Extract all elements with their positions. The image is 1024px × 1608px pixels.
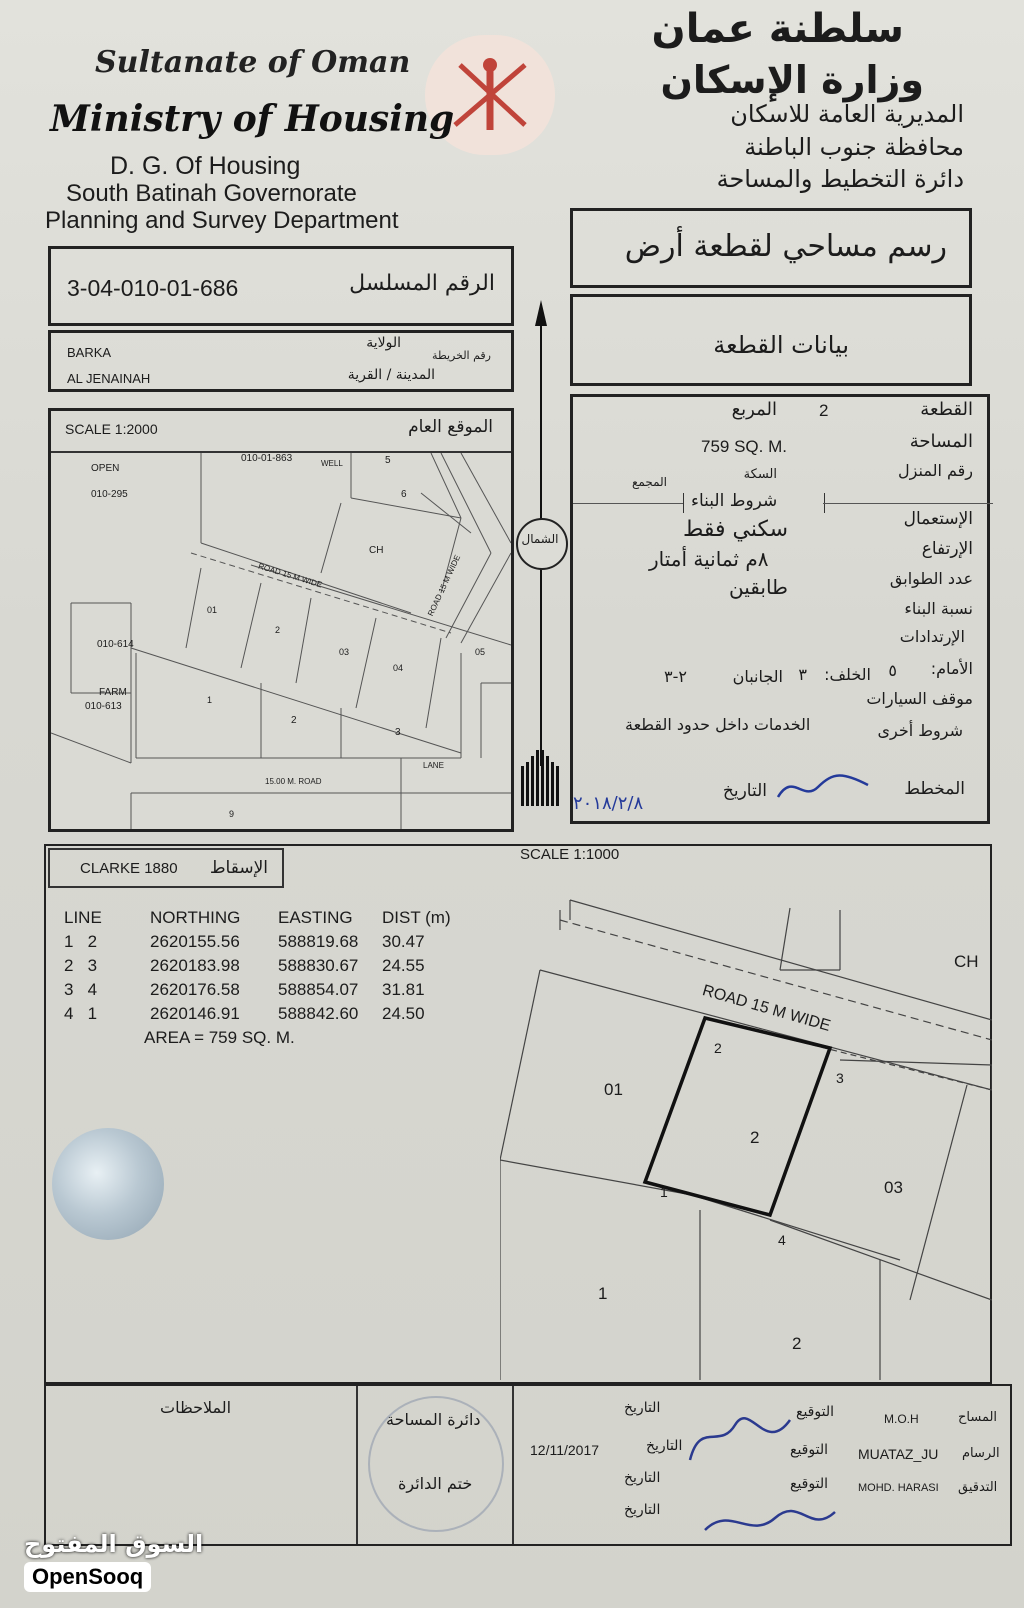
table-row xyxy=(64,932,457,956)
parcel-010-614-label: 010-614 xyxy=(97,639,134,650)
height-value: ٨م ثمانية أمتار xyxy=(649,547,769,571)
dist-cell: 24.50 xyxy=(382,1004,425,1023)
notes-label: الملاحظات xyxy=(160,1398,232,1417)
road-15m-label: ROAD 15 M WIDE xyxy=(257,561,324,590)
department-stamp-label: ختم الدائرة xyxy=(398,1474,473,1493)
hologram-seal xyxy=(52,1128,164,1240)
line-cell: 3 4 xyxy=(64,980,98,999)
document-title-box xyxy=(570,208,972,288)
serial-number-box xyxy=(48,246,514,326)
floors-label: عدد الطوابق xyxy=(889,569,973,588)
block-label: المربع xyxy=(731,399,777,420)
drafter-signature xyxy=(680,1410,800,1470)
drafter-date-label: التاريخ xyxy=(646,1438,683,1454)
plot-2-label: 2 xyxy=(275,625,281,635)
line-cell: 2 3 xyxy=(64,956,98,975)
vertex-4: 4 xyxy=(778,1232,786,1248)
surveyor-date-label: التاريخ xyxy=(624,1400,661,1416)
projection-box xyxy=(48,848,284,888)
parcel-010-01-863-label: 010-01-863 xyxy=(241,453,293,464)
opensooq-arabic: السوق المفتوح xyxy=(24,1530,204,1558)
detail-plot-01: 01 xyxy=(604,1080,623,1099)
plot-04-label: 04 xyxy=(393,663,404,673)
footer-divider xyxy=(512,1386,514,1544)
checker-signature xyxy=(700,1500,840,1544)
village-label: المدينة / القرية xyxy=(347,367,435,383)
sultanate-title: Sultanate of Oman xyxy=(95,45,411,80)
wilayat-value: BARKA xyxy=(67,345,112,360)
table-row xyxy=(64,1004,457,1028)
dist-header: DIST (m) xyxy=(382,908,451,927)
serial-number-label: الرقم المسلسل xyxy=(349,271,495,296)
detail-ch-label: CH xyxy=(954,952,979,971)
area-value: 759 SQ. M. xyxy=(701,437,787,456)
ar-governorate-title: محافظة جنوب الباطنة xyxy=(744,133,964,161)
document-title: رسم مساحي لقطعة أرض xyxy=(624,229,947,264)
village-value: AL JENAINAH xyxy=(67,371,151,386)
department-stamp xyxy=(368,1396,504,1532)
coordinate-table-header xyxy=(64,908,457,932)
parcel-010-613-label: 010-613 xyxy=(85,701,122,712)
northing-cell: 2620146.91 xyxy=(150,1004,240,1023)
ar-sultanate-title: سلطنة عمان xyxy=(651,6,904,52)
checker-label: التدقيق xyxy=(958,1480,998,1495)
well-label: WELL xyxy=(321,459,343,468)
house-number-label: رقم المنزل xyxy=(898,461,973,480)
sides-value: ٢-٣ xyxy=(664,667,687,686)
plot-value: 2 xyxy=(819,401,829,420)
lane-label: LANE xyxy=(423,761,444,770)
footer-divider xyxy=(356,1386,358,1544)
plot-3-label: 3 xyxy=(395,727,401,738)
serial-number: 3-04-010-01-686 xyxy=(67,275,239,301)
vertex-2: 2 xyxy=(714,1040,722,1056)
opensooq-logo: OpenSooq xyxy=(24,1562,151,1592)
plot-label: القطعة xyxy=(920,399,973,420)
drafter-signature-label: التوقيع xyxy=(790,1442,828,1458)
setbacks-label: الإرتدادات xyxy=(899,627,965,646)
detail-scale: SCALE 1:1000 xyxy=(520,846,620,863)
plot-1-label: 1 xyxy=(207,695,213,705)
dist-cell: 24.55 xyxy=(382,956,425,975)
street-label: السكة xyxy=(743,467,777,482)
northing-cell: 2620176.58 xyxy=(150,980,240,999)
north-label: الشمال xyxy=(521,532,559,546)
planner-date-label: التاريخ xyxy=(722,781,767,801)
location-map-title: الموقع العام xyxy=(408,417,493,437)
planner-date-value: ٢٠١٨/٢/٨ xyxy=(573,793,644,814)
easting-cell: 588854.07 xyxy=(278,980,359,999)
highlighted-plot-2 xyxy=(645,1018,830,1215)
table-row xyxy=(64,956,457,980)
surveyor-value: M.O.H xyxy=(884,1412,919,1426)
governorate-title: South Batinah Governorate xyxy=(66,180,357,207)
area-label: المساحة xyxy=(909,431,973,452)
ar-dg-title: المديرية العامة للاسكان xyxy=(730,100,964,128)
approval-date-label: التاريخ xyxy=(624,1502,661,1518)
northing-header: NORTHING xyxy=(150,908,241,927)
projection-value: CLARKE 1880 xyxy=(80,860,178,877)
dist-cell: 31.81 xyxy=(382,980,425,999)
area-total: AREA = 759 SQ. M. xyxy=(144,1028,295,1047)
detail-plot-03: 03 xyxy=(884,1178,903,1197)
floors-value: طابقين xyxy=(729,575,788,599)
checker-signature-label: التوقيع xyxy=(790,1476,828,1492)
detail-plot-2b: 2 xyxy=(792,1334,802,1353)
checker-value: MOHD. HARASI xyxy=(858,1482,939,1494)
table-row xyxy=(64,980,457,1004)
back-value: ٣ xyxy=(798,665,807,684)
north-arrow xyxy=(514,296,568,816)
easting-cell: 588819.68 xyxy=(278,932,359,951)
ratio-label: نسبة البناء xyxy=(904,599,973,618)
sides-label: الجانبان xyxy=(732,667,783,686)
front-label: الأمام: xyxy=(930,659,973,678)
farm-label: FARM xyxy=(99,687,127,698)
planner-label: المخطط xyxy=(904,779,965,799)
surveyor-signature-label: التوقيع xyxy=(796,1404,834,1420)
road-bottom-label: 15.00 M. ROAD xyxy=(265,777,322,786)
coordinate-table xyxy=(64,908,457,1028)
conditions-divider xyxy=(573,503,683,504)
parking-label: موقف السيارات xyxy=(866,689,973,708)
plot-03-label: 03 xyxy=(339,647,350,657)
plot-data-title: بيانات القطعة xyxy=(713,331,849,359)
use-label: الإستعمال xyxy=(903,509,973,529)
opensooq-watermark xyxy=(24,1530,203,1592)
department-title: Planning and Survey Department xyxy=(45,207,399,234)
plot-6-label: 6 xyxy=(401,489,407,500)
complex-label: المجمع xyxy=(632,475,667,489)
plot-data-title-box xyxy=(570,294,972,386)
ch-label: CH xyxy=(369,545,384,556)
plot-2b-label: 2 xyxy=(291,715,297,726)
detail-road-label: ROAD 15 M WIDE xyxy=(700,982,833,1035)
line-header: LINE xyxy=(64,908,102,927)
surveyor-label: المساح xyxy=(958,1410,998,1425)
location-map-scale: SCALE 1:2000 xyxy=(65,421,158,437)
other-conditions-value: الخدمات داخل حدود القطعة xyxy=(625,715,811,734)
easting-cell: 588842.60 xyxy=(278,1004,359,1023)
ar-department-title: دائرة التخطيط والمساحة xyxy=(716,165,964,193)
wilayat-label: الولاية xyxy=(366,335,401,351)
location-box xyxy=(48,330,514,392)
height-label: الإرتفاع xyxy=(921,539,973,559)
drafter-label: الرسام xyxy=(962,1446,1000,1461)
ar-ministry-title: وزارة الإسكان xyxy=(660,58,924,102)
plot-data-box xyxy=(570,394,990,824)
northing-cell: 2620183.98 xyxy=(150,956,240,975)
checker-date-label: التاريخ xyxy=(624,1470,661,1486)
back-label: الخلف: xyxy=(824,665,871,684)
survey-dept-label: دائرة المساحة xyxy=(386,1410,481,1429)
open-label: OPEN xyxy=(91,463,120,474)
drafter-value: MUATAZ_JU xyxy=(858,1446,939,1462)
vertex-3: 3 xyxy=(836,1070,844,1086)
building-conditions-label: شروط البناء xyxy=(691,491,778,511)
easting-header: EASTING xyxy=(278,908,353,927)
front-value: ٥ xyxy=(888,661,897,680)
planner-signature xyxy=(773,767,873,807)
projection-label: الإسقاط xyxy=(209,858,268,878)
line-cell: 1 2 xyxy=(64,932,98,951)
conditions-divider xyxy=(823,503,993,504)
detail-map-drawing xyxy=(500,890,992,1380)
detail-plot-1: 1 xyxy=(598,1284,608,1303)
plot-05-label: 05 xyxy=(475,647,486,657)
dg-title: D. G. Of Housing xyxy=(110,152,301,180)
vertex-1: 1 xyxy=(660,1184,668,1200)
drafter-date: 12/11/2017 xyxy=(530,1442,600,1458)
easting-cell: 588830.67 xyxy=(278,956,359,975)
detail-plot-2: 2 xyxy=(750,1128,760,1147)
location-map-box xyxy=(48,408,514,832)
other-conditions-label: شروط أخرى xyxy=(877,721,963,740)
plot-9-label: 9 xyxy=(229,809,235,819)
ministry-title: Ministry of Housing xyxy=(50,98,455,140)
dist-cell: 30.47 xyxy=(382,932,425,951)
plot-01-label: 01 xyxy=(207,605,218,615)
plot-5-label: 5 xyxy=(385,455,391,466)
northing-cell: 2620155.56 xyxy=(150,932,240,951)
line-cell: 4 1 xyxy=(64,1004,98,1023)
road-15m-vertical-label: ROAD 15 M WIDE xyxy=(426,553,463,618)
parcel-010-295-label: 010-295 xyxy=(91,489,128,500)
use-value: سكني فقط xyxy=(683,517,789,542)
map-number-label: رقم الخريطة xyxy=(432,349,491,362)
